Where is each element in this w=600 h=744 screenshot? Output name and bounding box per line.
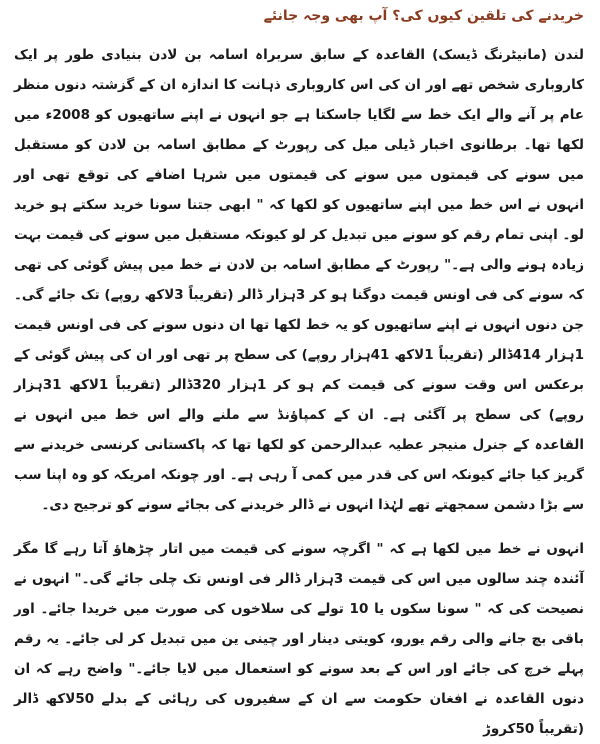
- article-headline: خریدنے کی تلقین کیوں کی؟ آپ بھی وجہ جانئے: [263, 8, 584, 24]
- article-paragraph-1: لندن (مانیٹرنگ ڈیسک) القاعدہ کے سابق سربراہ اسامہ بن لادن بنیادی طور پر ایک کاروباری شخص تھے اور ان کی اس کاروباری ذہانت کا اندازہ ان کے گزشتہ دنوں منظر عام پر آنے والے ایک خط سے لگایا جاسکتا ہے جو انہوں نے اپنے ساتھیوں کو 2008ء میں لکھا تھا۔ برطانوی اخبار ڈیلی میل کی رپورٹ کے مطابق اسامہ بن لادن کو مستقبل میں سونے کی قیمتوں میں سونے کی قیمتوں میں شرہا اضافے کی توقع تھی اور انہوں نے اس خط میں اپنے ساتھیوں کو لکھا کہ " ابھی جتنا سونا خرید سکتے ہو خرید لو۔ اپنی تمام رقم کو سونے میں تبدیل کر لو کیونکہ مستقبل میں سونے کی قیمت بہت زیادہ ہونے والی ہے۔" رپورٹ کے مطابق اسامہ بن لادن نے خط میں پیش گوئی کی تھی کہ سونے کی فی اونس قیمت دوگنا ہو کر 3ہزار ڈالر (تقریباً 3لاکھ روپے) تک جائے گی۔ جن دنوں انہوں نے اپنے ساتھیوں کو یہ خط لکھا تھا ان دنوں سونے کی فی اونس قیمت 1ہزار 414ڈالر (تقریباً 1لاکھ 41ہزار روپے) کی سطح پر تھی اور ان کی پیش گوئی کے برعکس اس وقت سونے کی قیمت کم ہو کر 1ہزار 320ڈالر (تقریباً 1لاکھ 31ہزار روپے) کی سطح پر آگئی ہے۔ ان کے کمپاؤنڈ سے ملنے والے اس خط میں انہوں نے القاعدہ کے جنرل منیجر عطیہ عبدالرحمن کو لکھا تھا کہ پاکستانی کرنسی خریدنے سے گریز کیا جائے کیونکہ اس کی قدر میں کمی آ رہی ہے۔ اور چونکہ امریکہ کو وہ اپنا سب سے بڑا دشمن سمجھتے تھے لہٰذا انہوں نے ڈالر خریدنے کی بجائے سونے کو ترجیح دی۔: [14, 47, 584, 513]
- article-paragraph-2: انہوں نے خط میں لکھا ہے کہ " اگرچہ سونے کی قیمت میں اتار چڑھاؤ آتا رہے گا مگر آئندہ چند سالوں میں اس کی قیمت 3ہزار ڈالر فی اونس تک چلی جائے گی۔" انہوں نے نصیحت کی کہ " سونا سکوں یا 10 تولے کی سلاخوں کی صورت میں خریدا جائے۔ اور باقی بچ جانے والی رقم یورو، کویتی دینار اور چینی ین میں تبدیل کر لی جائے۔ یہ رقم پہلے خرچ کی جائے اور اس کے بعد سونے کو استعمال میں لایا جائے۔" واضح رہے کہ ان دنوں القاعدہ نے افغان حکومت سے ان کے سفیروں کی رہائی کے بدلے 50لاکھ ڈالر (تقریباً 50کروڑ: [14, 541, 584, 737]
